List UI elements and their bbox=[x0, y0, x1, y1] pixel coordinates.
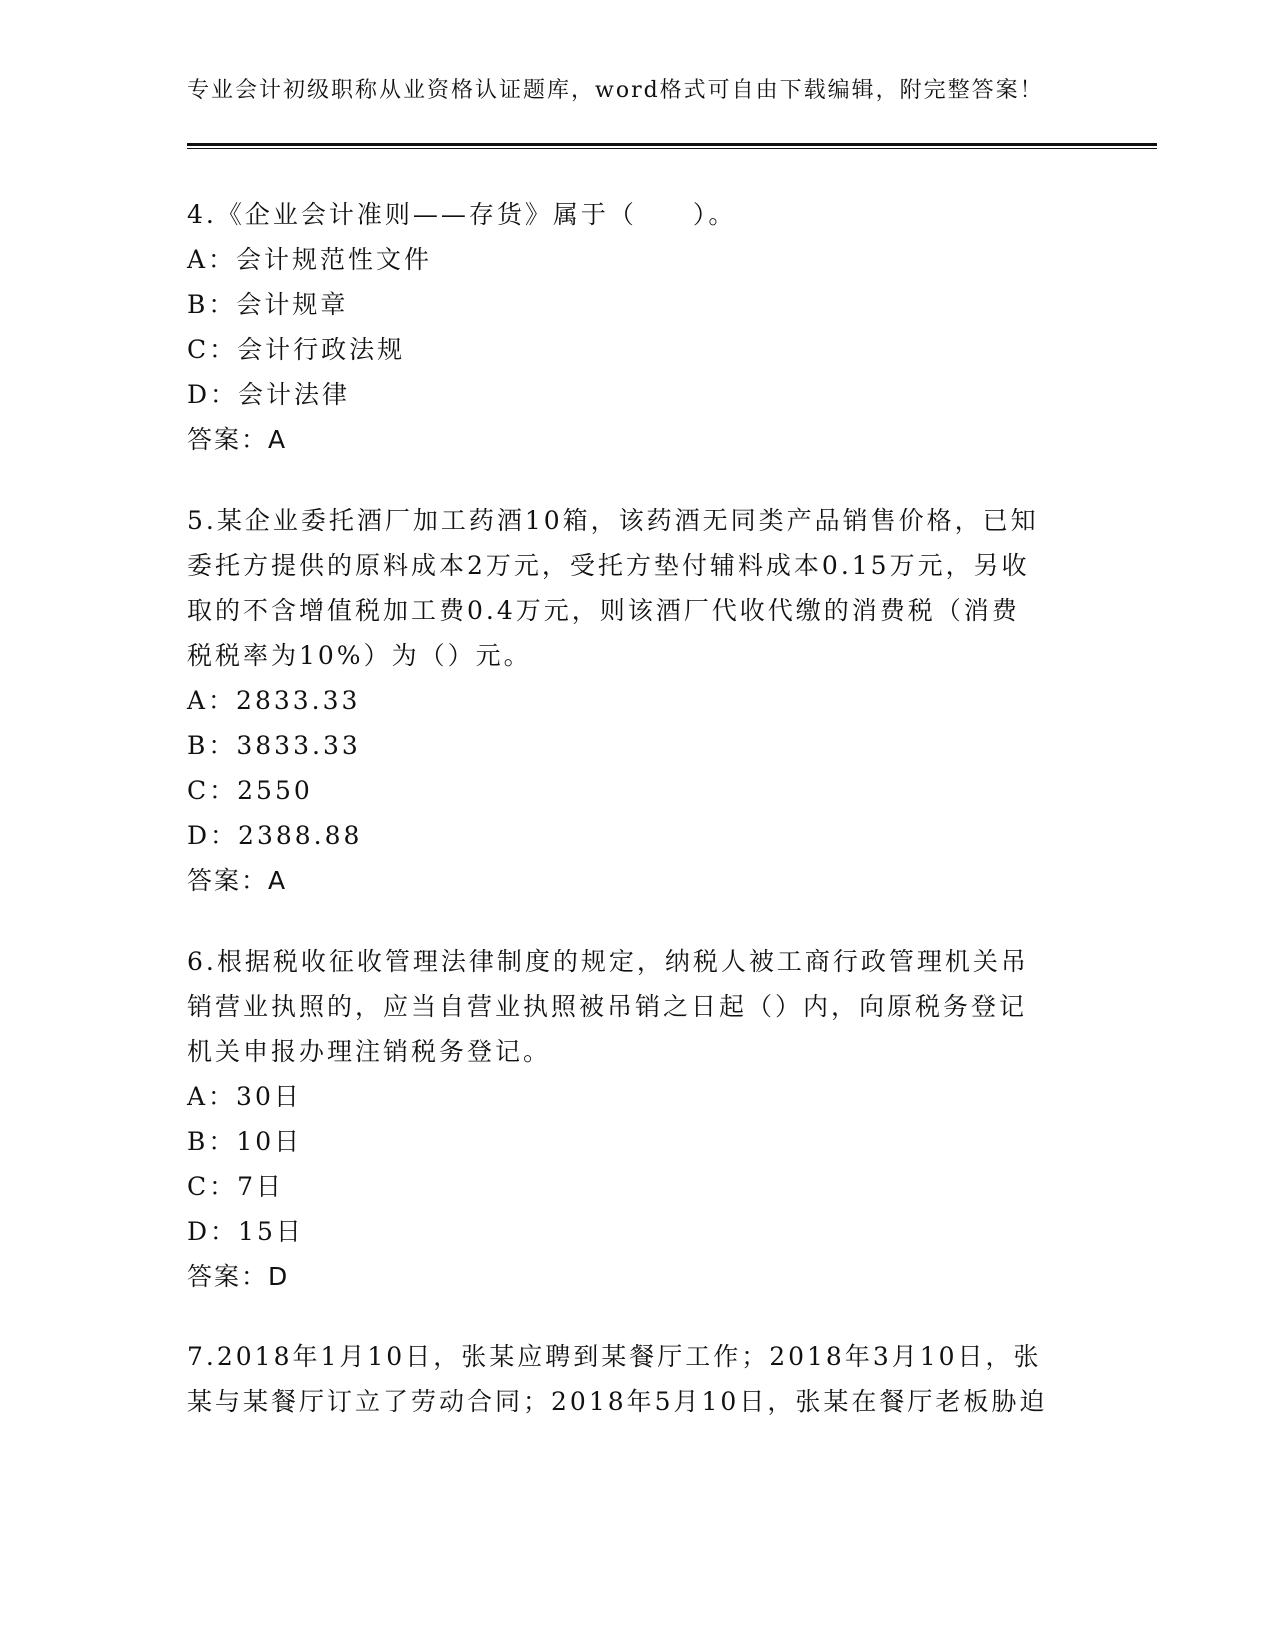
option-a: A：会计规范性文件 bbox=[187, 245, 433, 274]
question-7 bbox=[187, 1334, 1057, 1424]
answer: 答案：A bbox=[187, 866, 288, 895]
option-a: A：30日 bbox=[187, 1082, 302, 1111]
option-d: D：会计法律 bbox=[187, 380, 351, 409]
option-b: B：会计规章 bbox=[187, 290, 349, 319]
option-c: C：7日 bbox=[187, 1172, 285, 1201]
option-b: B：3833.33 bbox=[187, 731, 361, 760]
header-divider-thick bbox=[187, 143, 1157, 146]
question-text: 4.《企业会计准则——存货》属于（ ）。 bbox=[187, 200, 737, 229]
question-text: 6.根据税收征收管理法律制度的规定，纳税人被工商行政管理机关吊销营业执照的，应当自营业执照被吊销之日起（）内，向原税务登记机关申报办理注销税务登记。 bbox=[187, 947, 1029, 1066]
question-4 bbox=[187, 192, 1087, 462]
option-c: C：会计行政法规 bbox=[187, 335, 406, 364]
option-d: D：2388.88 bbox=[187, 821, 363, 850]
option-a: A：2833.33 bbox=[187, 686, 361, 715]
option-d: D：15日 bbox=[187, 1217, 304, 1246]
option-b: B：10日 bbox=[187, 1127, 303, 1156]
answer: 答案：D bbox=[187, 1262, 290, 1291]
question-5 bbox=[187, 498, 1047, 903]
question-text: 7.2018年1月10日，张某应聘到某餐厅工作；2018年3月10日，张某与某餐厅订立了劳动合同；2018年5月10日，张某在餐厅老板胁迫 bbox=[187, 1342, 1048, 1416]
question-6 bbox=[187, 939, 1047, 1299]
option-c: C：2550 bbox=[187, 776, 313, 805]
page-header: 专业会计初级职称从业资格认证题库，word格式可自由下载编辑，附完整答案！ bbox=[187, 78, 1044, 103]
header-divider-thin bbox=[187, 148, 1157, 149]
answer: 答案：A bbox=[187, 425, 288, 454]
question-text: 5.某企业委托酒厂加工药酒10箱，该药酒无同类产品销售价格，已知委托方提供的原料成本2万元，受托方垫付辅料成本0.15万元，另收取的不含增值税加工费0.4万元，则该酒厂代收代缴的消费税（消费税税率为10%）为（）元。 bbox=[187, 506, 1039, 670]
